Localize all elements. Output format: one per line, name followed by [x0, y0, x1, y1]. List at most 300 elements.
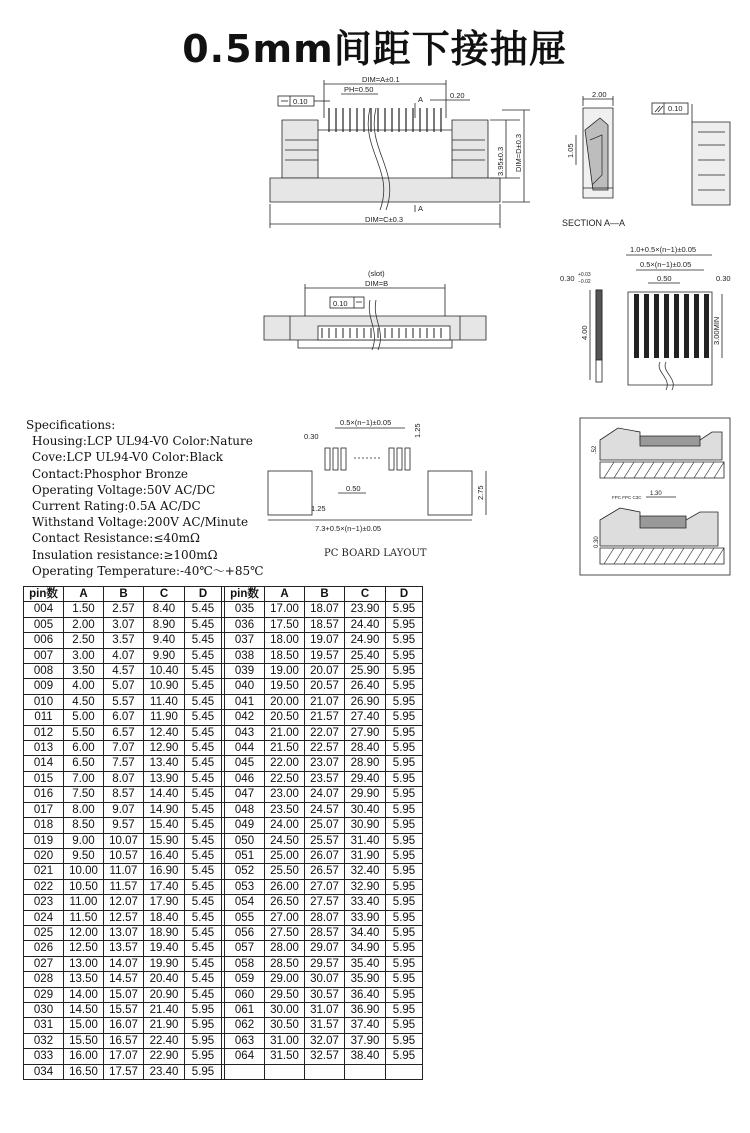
table-cell: 5.45: [185, 771, 222, 786]
table-cell: 062: [225, 1018, 265, 1033]
table-cell: 30.90: [345, 818, 386, 833]
table-cell: 042: [225, 710, 265, 725]
table-cell: 4.57: [104, 664, 144, 679]
dim-a-label: DIM=A±0.1: [362, 75, 400, 84]
table-cell: 017: [24, 802, 64, 817]
table-row: [24, 802, 423, 817]
table-cell: 33.40: [345, 895, 386, 910]
table-cell: 14.50: [64, 1002, 104, 1017]
table-cell: 15.07: [104, 987, 144, 1002]
table-cell: 5.45: [185, 972, 222, 987]
table-cell: 039: [225, 664, 265, 679]
specifications: [26, 417, 296, 579]
fpc-tol-minus: −0.02: [578, 279, 591, 285]
table-cell: 015: [24, 771, 64, 786]
table-cell: 027: [24, 956, 64, 971]
table-cell: 10.90: [144, 679, 185, 694]
table-cell: 061: [225, 1002, 265, 1017]
table-cell: 052: [225, 864, 265, 879]
table-cell: 23.40: [144, 1064, 185, 1079]
table-cell: 16.90: [144, 864, 185, 879]
table-cell: 010: [24, 694, 64, 709]
table-cell: 5.45: [185, 648, 222, 663]
table-cell: 5.45: [185, 910, 222, 925]
table-cell: 008: [24, 664, 64, 679]
table-cell: 5.45: [185, 848, 222, 863]
table-cell: 5.95: [386, 802, 423, 817]
table-cell: 2.57: [104, 602, 144, 617]
col-header-c-right: C: [345, 587, 386, 602]
table-cell: 24.50: [265, 833, 305, 848]
table-cell: 33.90: [345, 910, 386, 925]
table-cell: 063: [225, 1033, 265, 1048]
table-cell: 21.57: [305, 710, 345, 725]
table-row: [24, 848, 423, 863]
table-cell: 050: [225, 833, 265, 848]
table-cell: 38.40: [345, 1049, 386, 1064]
table-cell: 034: [24, 1064, 64, 1079]
table-row: [24, 787, 423, 802]
table-cell: 3.07: [104, 617, 144, 632]
fpc-pitch-label: 0.50: [657, 274, 672, 283]
col-header-d-right: D: [386, 587, 423, 602]
pcb-height-label: 2.75: [476, 485, 485, 500]
table-row: [24, 833, 423, 848]
table-cell: 1.50: [64, 602, 104, 617]
table-cell: 006: [24, 633, 64, 648]
table-cell: 025: [24, 925, 64, 940]
table-cell: 19.57: [305, 648, 345, 663]
table-cell: 31.40: [345, 833, 386, 848]
table-cell: 37.40: [345, 1018, 386, 1033]
table-cell: 31.90: [345, 848, 386, 863]
table-cell: 21.50: [265, 741, 305, 756]
table-cell: 5.95: [386, 756, 423, 771]
table-cell: 5.95: [185, 1049, 222, 1064]
pcb-total-label: 7.3+0.5×(n−1)±0.05: [315, 524, 382, 533]
table-cell: 058: [225, 956, 265, 971]
table-cell: 19.40: [144, 941, 185, 956]
table-cell: [305, 1064, 345, 1079]
table-cell: 14.00: [64, 987, 104, 1002]
table-cell: 048: [225, 802, 265, 817]
table-cell: 20.50: [265, 710, 305, 725]
table-cell: 031: [24, 1018, 64, 1033]
table-cell: 13.07: [104, 925, 144, 940]
spec-operating-temperature: Operating Temperature:-40℃～+85℃: [32, 563, 264, 578]
table-cell: 24.00: [265, 818, 305, 833]
table-cell: 20.57: [305, 679, 345, 694]
pcb-layout-title: PC BOARD LAYOUT: [324, 548, 427, 559]
col-header-b-right: B: [305, 587, 345, 602]
table-cell: 28.57: [305, 925, 345, 940]
table-row: [24, 925, 423, 940]
table-cell: 12.57: [104, 910, 144, 925]
table-cell: 5.45: [185, 602, 222, 617]
table-cell: 019: [24, 833, 64, 848]
table-cell: 16.07: [104, 1018, 144, 1033]
table-cell: 25.07: [305, 818, 345, 833]
table-cell: 6.07: [104, 710, 144, 725]
slot-view: [264, 269, 486, 350]
pc-board-layout: [268, 418, 486, 559]
table-cell: 28.00: [265, 941, 305, 956]
table-cell: 018: [24, 818, 64, 833]
col-header-a-right: A: [265, 587, 305, 602]
table-cell: 4.07: [104, 648, 144, 663]
table-cell: 8.50: [64, 818, 104, 833]
table-cell: 14.40: [144, 787, 185, 802]
table-cell: 044: [225, 741, 265, 756]
detail-fpc-label: FPC FPC C3C: [612, 495, 642, 500]
dim-105-label: 1.05: [566, 143, 575, 158]
table-row: [24, 1002, 423, 1017]
table-cell: 12.07: [104, 895, 144, 910]
section-title: SECTION A—A: [562, 218, 626, 228]
table-cell: 31.00: [265, 1033, 305, 1048]
table-cell: 041: [225, 694, 265, 709]
table-cell: 14.90: [144, 802, 185, 817]
table-cell: 12.00: [64, 925, 104, 940]
table-cell: 023: [24, 895, 64, 910]
table-cell: 5.95: [386, 879, 423, 894]
table-cell: 5.45: [185, 987, 222, 1002]
table-cell: 32.07: [305, 1033, 345, 1048]
table-cell: 29.40: [345, 771, 386, 786]
table-cell: 11.57: [104, 879, 144, 894]
table-cell: 054: [225, 895, 265, 910]
fpc-edge-label: 0.30: [716, 274, 731, 283]
table-cell: 30.07: [305, 972, 345, 987]
table-cell: 10.40: [144, 664, 185, 679]
table-cell: 9.40: [144, 633, 185, 648]
dim-d-label: DIM=D±0.3: [514, 133, 523, 172]
table-cell: 11.07: [104, 864, 144, 879]
table-cell: 3.50: [64, 664, 104, 679]
table-cell: 27.50: [265, 925, 305, 940]
table-cell: 17.90: [144, 895, 185, 910]
table-cell: 22.07: [305, 725, 345, 740]
table-cell: 7.00: [64, 771, 104, 786]
table-cell: 25.90: [345, 664, 386, 679]
table-cell: 29.50: [265, 987, 305, 1002]
table-cell: 036: [225, 617, 265, 632]
dim-200-label: 2.00: [592, 90, 607, 99]
table-row: [24, 694, 423, 709]
table-cell: 5.95: [386, 987, 423, 1002]
table-cell: 34.90: [345, 941, 386, 956]
table-cell: 5.95: [386, 941, 423, 956]
table-cell: 11.00: [64, 895, 104, 910]
table-cell: 007: [24, 648, 64, 663]
table-cell: 10.57: [104, 848, 144, 863]
table-cell: 15.50: [64, 1033, 104, 1048]
table-cell: 17.50: [265, 617, 305, 632]
table-cell: 35.40: [345, 956, 386, 971]
table-cell: 30.57: [305, 987, 345, 1002]
table-cell: 5.45: [185, 741, 222, 756]
table-cell: 13.50: [64, 972, 104, 987]
table-cell: 045: [225, 756, 265, 771]
table-cell: 5.45: [185, 756, 222, 771]
table-cell: 5.95: [386, 956, 423, 971]
table-cell: 6.57: [104, 725, 144, 740]
table-cell: 9.50: [64, 848, 104, 863]
table-cell: 4.00: [64, 679, 104, 694]
table-cell: 5.95: [386, 664, 423, 679]
table-row: [24, 679, 423, 694]
table-row: [24, 818, 423, 833]
table-cell: 18.40: [144, 910, 185, 925]
table-row: [24, 972, 423, 987]
table-row: [24, 1033, 423, 1048]
flatness-tol-label: 0.10: [293, 97, 308, 106]
table-header-row: [24, 587, 423, 602]
spec-insulation-resistance: Insulation resistance:≥100mΩ: [32, 547, 218, 562]
table-cell: 3.57: [104, 633, 144, 648]
table-cell: 024: [24, 910, 64, 925]
table-cell: 5.45: [185, 617, 222, 632]
table-cell: 6.50: [64, 756, 104, 771]
table-cell: 10.00: [64, 864, 104, 879]
table-row: [24, 756, 423, 771]
table-cell: 5.95: [386, 895, 423, 910]
table-row: [24, 895, 423, 910]
table-cell: 21.00: [265, 725, 305, 740]
table-cell: 12.90: [144, 741, 185, 756]
col-header-pin-right: pin数: [225, 587, 265, 602]
table-cell: 5.45: [185, 633, 222, 648]
table-cell: 012: [24, 725, 64, 740]
table-cell: 12.40: [144, 725, 185, 740]
table-cell: 5.95: [386, 1049, 423, 1064]
table-row: [24, 1049, 423, 1064]
table-cell: 3.00: [64, 648, 104, 663]
table-cell: 009: [24, 679, 64, 694]
table-cell: 17.07: [104, 1049, 144, 1064]
dim-395-label: 3.95±0.3: [496, 146, 505, 176]
pcb-pad-len-label: 1.25: [413, 423, 422, 438]
table-cell: 9.90: [144, 648, 185, 663]
table-cell: 5.95: [386, 818, 423, 833]
table-cell: 10.07: [104, 833, 144, 848]
table-cell: 31.07: [305, 1002, 345, 1017]
page-title: 0.5mm间距下接抽屉: [182, 27, 568, 71]
table-cell: 026: [24, 941, 64, 956]
table-cell: 26.07: [305, 848, 345, 863]
table-cell: 8.00: [64, 802, 104, 817]
table-cell: 26.57: [305, 864, 345, 879]
table-cell: 18.50: [265, 648, 305, 663]
fpc-layout: [560, 245, 731, 390]
table-row: [24, 879, 423, 894]
table-cell: 049: [225, 818, 265, 833]
table-cell: 21.90: [144, 1018, 185, 1033]
table-cell: 35.90: [345, 972, 386, 987]
table-cell: 27.40: [345, 710, 386, 725]
table-cell: 23.50: [265, 802, 305, 817]
table-cell: 021: [24, 864, 64, 879]
table-cell: 20.00: [265, 694, 305, 709]
table-cell: [265, 1064, 305, 1079]
table-cell: 5.95: [386, 972, 423, 987]
table-cell: 24.07: [305, 787, 345, 802]
table-cell: 18.07: [305, 602, 345, 617]
spec-housing: Housing:LCP UL94-V0 Color:Nature: [32, 434, 253, 449]
fpc-thickness-label: 0.30: [560, 274, 575, 283]
table-cell: 21.07: [305, 694, 345, 709]
table-cell: 13.00: [64, 956, 104, 971]
table-cell: 5.45: [185, 664, 222, 679]
table-cell: 5.95: [386, 617, 423, 632]
table-cell: 13.90: [144, 771, 185, 786]
table-cell: 17.00: [265, 602, 305, 617]
top-view-connector: [270, 75, 530, 228]
table-cell: 022: [24, 879, 64, 894]
table-cell: 22.50: [265, 771, 305, 786]
table-cell: 5.45: [185, 895, 222, 910]
table-cell: 22.57: [305, 741, 345, 756]
table-cell: 29.90: [345, 787, 386, 802]
table-cell: 26.00: [265, 879, 305, 894]
table-cell: 2.00: [64, 617, 104, 632]
table-cell: 16.00: [64, 1049, 104, 1064]
pcb-span-label: 0.5×(n−1)±0.05: [340, 418, 392, 427]
table-cell: 5.95: [386, 679, 423, 694]
table-cell: 11.90: [144, 710, 185, 725]
table-cell: 5.95: [185, 1018, 222, 1033]
table-cell: 028: [24, 972, 64, 987]
table-cell: 004: [24, 602, 64, 617]
table-cell: 047: [225, 787, 265, 802]
table-cell: 5.45: [185, 694, 222, 709]
table-cell: 25.50: [265, 864, 305, 879]
col-header-b: B: [104, 587, 144, 602]
slot-tol-label: 0.10: [333, 299, 348, 308]
table-cell: 19.50: [265, 679, 305, 694]
table-cell: 10.50: [64, 879, 104, 894]
table-cell: 28.90: [345, 756, 386, 771]
table-cell: 18.57: [305, 617, 345, 632]
detail-52-label: .52: [592, 445, 598, 454]
table-cell: 046: [225, 771, 265, 786]
dim-020-label: 0.20: [450, 91, 465, 100]
table-cell: 32.90: [345, 879, 386, 894]
table-cell: 040: [225, 679, 265, 694]
fpc-tol-plus: +0.03: [578, 272, 591, 278]
section-a-a: [562, 90, 730, 228]
table-cell: 5.45: [185, 833, 222, 848]
table-row: [24, 710, 423, 725]
table-cell: 22.40: [144, 1033, 185, 1048]
table-cell: 5.57: [104, 694, 144, 709]
table-cell: 19.07: [305, 633, 345, 648]
table-cell: 23.90: [345, 602, 386, 617]
table-cell: 8.07: [104, 771, 144, 786]
table-cell: 18.00: [265, 633, 305, 648]
table-cell: 28.40: [345, 741, 386, 756]
spec-operating-voltage: Operating Voltage:50V AC/DC: [32, 482, 216, 497]
table-cell: 7.07: [104, 741, 144, 756]
table-cell: 5.95: [185, 1033, 222, 1048]
table-cell: 31.50: [265, 1049, 305, 1064]
table-cell: 014: [24, 756, 64, 771]
table-cell: 27.07: [305, 879, 345, 894]
table-cell: 032: [24, 1033, 64, 1048]
table-cell: 033: [24, 1049, 64, 1064]
table-cell: 5.95: [386, 864, 423, 879]
table-cell: 5.45: [185, 710, 222, 725]
table-cell: 19.00: [265, 664, 305, 679]
table-cell: 5.45: [185, 802, 222, 817]
col-header-c: C: [144, 587, 185, 602]
table-cell: 17.40: [144, 879, 185, 894]
dim-c-label: DIM=C±0.3: [365, 215, 404, 224]
table-cell: 064: [225, 1049, 265, 1064]
fpc-total-label: 1.0+0.5×(n−1)±0.05: [630, 245, 697, 254]
table-cell: 11.40: [144, 694, 185, 709]
section-a-mark-bottom: A: [418, 204, 424, 213]
slot-label: (slot): [368, 269, 385, 278]
spec-contact: Contact:Phosphor Bronze: [32, 466, 188, 481]
table-cell: 9.07: [104, 802, 144, 817]
table-cell: 9.00: [64, 833, 104, 848]
table-cell: 14.07: [104, 956, 144, 971]
table-cell: 030: [24, 1002, 64, 1017]
table-cell: 34.40: [345, 925, 386, 940]
table-cell: 2.50: [64, 633, 104, 648]
pin-dimension-table: [23, 586, 423, 1080]
specs-heading: Specifications:: [26, 418, 116, 432]
table-cell: 37.90: [345, 1033, 386, 1048]
table-cell: 5.95: [386, 710, 423, 725]
table-cell: 043: [225, 725, 265, 740]
detail-030-label: 0.30: [594, 536, 600, 548]
table-cell: 20.90: [144, 987, 185, 1002]
table-cell: 7.57: [104, 756, 144, 771]
table-cell: 16.40: [144, 848, 185, 863]
table-cell: 8.57: [104, 787, 144, 802]
table-cell: 24.40: [345, 617, 386, 632]
spec-current-rating: Current Rating:0.5A AC/DC: [32, 498, 201, 513]
table-row: [24, 741, 423, 756]
table-cell: 13.57: [104, 941, 144, 956]
table-cell: 5.45: [185, 941, 222, 956]
table-cell: 038: [225, 648, 265, 663]
table-cell: 32.40: [345, 864, 386, 879]
table-cell: 5.45: [185, 956, 222, 971]
table-cell: 20.07: [305, 664, 345, 679]
col-header-d: D: [185, 587, 222, 602]
table-cell: 5.45: [185, 925, 222, 940]
table-cell: 30.40: [345, 802, 386, 817]
table-cell: 5.95: [386, 1018, 423, 1033]
pcb-pad-width-label: 0.30: [304, 432, 319, 441]
table-cell: 5.45: [185, 725, 222, 740]
table-cell: 055: [225, 910, 265, 925]
table-cell: 24.57: [305, 802, 345, 817]
table-cell: 23.07: [305, 756, 345, 771]
table-cell: 15.90: [144, 833, 185, 848]
table-row: [24, 633, 423, 648]
table-row: [24, 864, 423, 879]
table-cell: 029: [24, 987, 64, 1002]
table-cell: 013: [24, 741, 64, 756]
table-cell: 30.50: [265, 1018, 305, 1033]
table-cell: 36.90: [345, 1002, 386, 1017]
table-cell: 5.95: [386, 1033, 423, 1048]
table-cell: 27.90: [345, 725, 386, 740]
